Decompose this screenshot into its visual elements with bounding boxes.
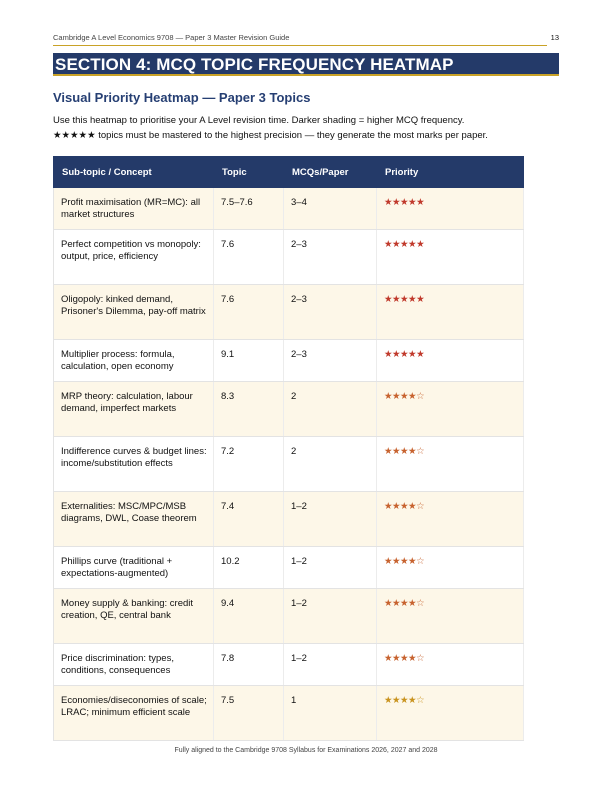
intro-line-1: Use this heatmap to prioritise your A Level revision time. Darker shading = higher MCQ frequency. xyxy=(53,115,465,126)
mcqs-cell: 1 xyxy=(284,686,377,741)
topic-cell: 7.5 xyxy=(214,686,284,741)
table-header-row xyxy=(54,157,524,188)
priority-stars: ★★★★★ xyxy=(377,230,524,285)
header-rule xyxy=(53,45,547,46)
table-row xyxy=(54,547,524,589)
table-row xyxy=(54,188,524,230)
table-row xyxy=(54,285,524,340)
concept-cell: Multiplier process: formula, calculation, open economy xyxy=(54,340,214,382)
intro-text xyxy=(53,113,573,143)
heatmap-table xyxy=(53,156,524,741)
table-row xyxy=(54,686,524,741)
concept-cell: Profit maximisation (MR=MC): all market structures xyxy=(54,188,214,230)
table-row xyxy=(54,382,524,437)
mcqs-cell: 2–3 xyxy=(284,340,377,382)
mcqs-cell: 1–2 xyxy=(284,547,377,589)
table-row xyxy=(54,340,524,382)
priority-stars: ★★★★★ xyxy=(377,340,524,382)
topic-cell: 7.8 xyxy=(214,644,284,686)
topic-cell: 7.5–7.6 xyxy=(214,188,284,230)
mcqs-cell: 3–4 xyxy=(284,188,377,230)
table-row xyxy=(54,437,524,492)
column-header-concept: Sub-topic / Concept xyxy=(54,157,214,188)
column-header-mcqs: MCQs/Paper xyxy=(284,157,377,188)
concept-cell: MRP theory: calculation, labour demand, imperfect markets xyxy=(54,382,214,437)
priority-stars: ★★★★☆ xyxy=(377,547,524,589)
mcqs-cell: 1–2 xyxy=(284,589,377,644)
concept-cell: Externalities: MSC/MPC/MSB diagrams, DWL, Coase theorem xyxy=(54,492,214,547)
intro-line-2: ★★★★★ topics must be mastered to the highest precision — they generate the most marks per paper. xyxy=(53,130,488,141)
mcqs-cell: 1–2 xyxy=(284,492,377,547)
footer: Fully aligned to the Cambridge 9708 Syllabus for Examinations 2026, 2027 and 2028 xyxy=(174,747,438,754)
concept-cell: Money supply & banking: credit creation, QE, central bank xyxy=(54,589,214,644)
mcqs-cell: 1–2 xyxy=(284,644,377,686)
concept-cell: Oligopoly: kinked demand, Prisoner's Dilemma, pay-off matrix xyxy=(54,285,214,340)
priority-stars: ★★★★☆ xyxy=(377,644,524,686)
mcqs-cell: 2 xyxy=(284,437,377,492)
topic-cell: 7.4 xyxy=(214,492,284,547)
topic-cell: 9.4 xyxy=(214,589,284,644)
table-body xyxy=(54,188,524,741)
priority-stars: ★★★★☆ xyxy=(377,686,524,741)
page-header xyxy=(53,33,559,45)
concept-cell: Phillips curve (traditional + expectations-augmented) xyxy=(54,547,214,589)
page-number: 13 xyxy=(550,33,559,42)
priority-stars: ★★★★☆ xyxy=(377,589,524,644)
topic-cell: 7.2 xyxy=(214,437,284,492)
section-title: SECTION 4: MCQ TOPIC FREQUENCY HEATMAP xyxy=(55,55,454,74)
topic-cell: 8.3 xyxy=(214,382,284,437)
running-title: Cambridge A Level Economics 9708 — Paper 3 Master Revision Guide xyxy=(53,33,290,42)
topic-cell: 10.2 xyxy=(214,547,284,589)
priority-stars: ★★★★★ xyxy=(377,188,524,230)
mcqs-cell: 2–3 xyxy=(284,285,377,340)
priority-stars: ★★★★☆ xyxy=(377,437,524,492)
mcqs-cell: 2 xyxy=(284,382,377,437)
table-row xyxy=(54,589,524,644)
topic-cell: 9.1 xyxy=(214,340,284,382)
column-header-priority: Priority xyxy=(377,157,524,188)
subheading: Visual Priority Heatmap — Paper 3 Topics xyxy=(53,90,311,105)
table-row xyxy=(54,644,524,686)
column-header-topic: Topic xyxy=(214,157,284,188)
section-banner xyxy=(53,53,559,76)
concept-cell: Price discrimination: types, conditions, consequences xyxy=(54,644,214,686)
concept-cell: Indifference curves & budget lines: income/substitution effects xyxy=(54,437,214,492)
concept-cell: Perfect competition vs monopoly: output, price, efficiency xyxy=(54,230,214,285)
priority-stars: ★★★★☆ xyxy=(377,382,524,437)
table-row xyxy=(54,492,524,547)
mcqs-cell: 2–3 xyxy=(284,230,377,285)
priority-stars: ★★★★☆ xyxy=(377,492,524,547)
table-row xyxy=(54,230,524,285)
priority-stars: ★★★★★ xyxy=(377,285,524,340)
topic-cell: 7.6 xyxy=(214,230,284,285)
topic-cell: 7.6 xyxy=(214,285,284,340)
concept-cell: Economies/diseconomies of scale; LRAC; minimum efficient scale xyxy=(54,686,214,741)
